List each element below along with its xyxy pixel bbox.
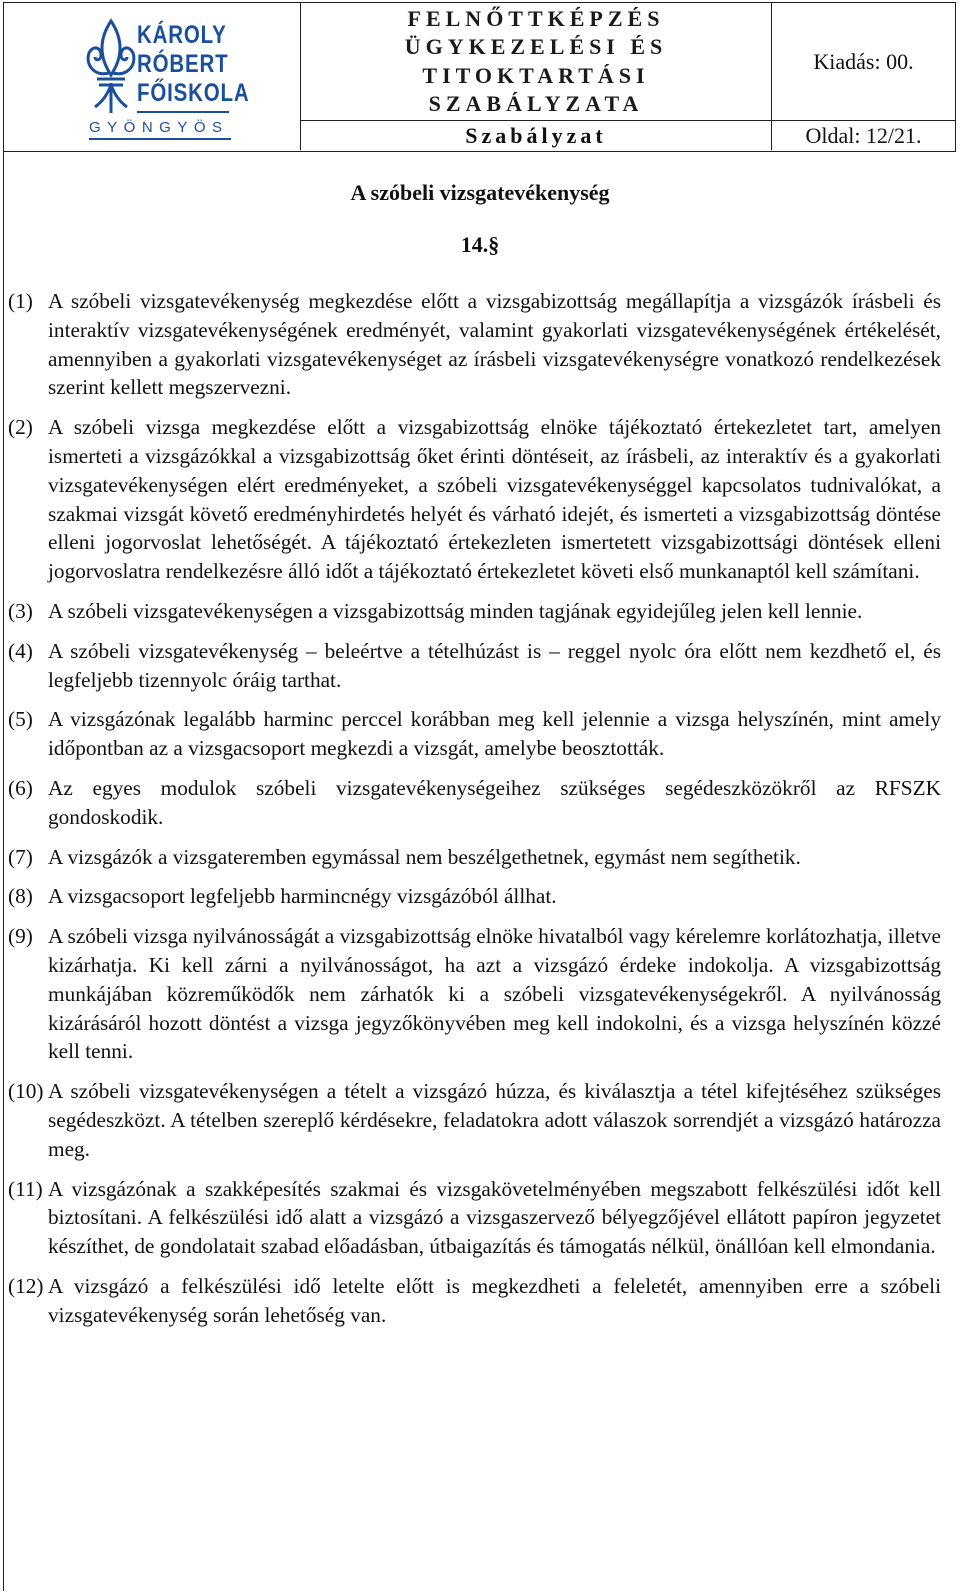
item-text: A szóbeli vizsgatevékenység megkezdése előtt a vizsgabizottság megállapítja a vizsgázók írásbeli és interaktív vizsgatevékenységének eredményét, valamint gyakorlati vizsgatevékenységének értékelését, amennyiben a gyakorlati vizsgatevékenységet az írásbeli vizsgatevékenységre vonatkozó rendelkezések szerint kellett megszervezni. <box>48 289 941 400</box>
logo-name-text: KÁROLY RÓBERT FŐISKOLA <box>137 21 250 107</box>
list-item <box>8 287 941 402</box>
list-item <box>8 1077 941 1163</box>
logo-divider <box>137 111 229 113</box>
page-number: Oldal: 12/21. <box>805 122 922 148</box>
edition-cell <box>772 3 955 121</box>
document-type: Szabályzat <box>465 122 607 148</box>
item-text: A vizsgacsoport legfeljebb harmincnégy vizsgázóból állhat. <box>48 884 557 909</box>
list-item <box>8 1272 941 1330</box>
document-type-cell <box>301 121 772 150</box>
item-number: (8) <box>8 884 33 909</box>
item-text: A szóbeli vizsga megkezdése előtt a vizsgabizottság elnöke tájékoztató értekezletet tart, amelyen ismerteti a vizsgázókkal a vizsgabizottság őket érinti döntéseit, az írásbeli, az interaktív és a gyakorlati vizsgatevékenységen elért eredményeket, a szóbeli vizsgatevékenységgel kapcsolatos tudnivalókat, a szakmai vizsgát követő eredményhirdetés helyét és várható idejét, és ismerteti a vizsgabizottság döntése elleni jogorvoslat lehetőségét. A tájékoztató értekezleten ismertetett vizsgabizottsági döntések elleni jogorvoslatra rendelkezésre álló időt a tájékoztató értekezletet követi első munkanaptól kell számítani. <box>48 415 941 584</box>
item-text: A vizsgázók a vizsgateremben egymással nem beszélgethetnek, egymást nem segíthetik. <box>48 844 801 869</box>
item-text: A szóbeli vizsga nyilvánosságát a vizsgabizottság elnöke hivatalból vagy kérelemre korlátozhatja, illetve kizárhatja. Ki kell zárni a nyilvánosságot, ha azt a vizsgázó érdeke indokolja. A vizsgabizottság munkájában közreműködők nem zárhatók ki a szóbeli vizsgatevékenységekről. A nyilvánosság kizárásáról hozott döntést a vizsga jegyzőkönyvében meg kell indokolni, és a vizsga helyszínén közzé kell tenni. <box>48 924 941 1064</box>
item-number: (3) <box>8 598 33 623</box>
list-item <box>8 882 941 911</box>
item-number: (5) <box>8 707 33 732</box>
item-number: (4) <box>8 638 33 663</box>
list-item <box>8 705 941 763</box>
item-number: (9) <box>8 924 33 949</box>
section-title: A szóbeli vizsgatevékenység <box>350 180 610 205</box>
provision-list <box>8 287 941 1341</box>
document-title: FELNŐTTKÉPZÉS ÜGYKEZELÉSI ÉS TITOKTARTÁSI SZABÁLYZATA <box>404 5 668 116</box>
item-text: A vizsgázónak legalább harminc perccel korábban meg kell jelennie a vizsga helyszínén, mint amely időpontban az a vizsgacsoport megkezdi a vizsgát, amelybe beosztották. <box>48 707 941 761</box>
item-number: (7) <box>8 844 33 869</box>
fleur-de-lis-icon <box>81 17 141 117</box>
logo-city-text: GYÖNGYÖS <box>89 119 229 136</box>
list-item <box>8 597 941 626</box>
logo-underline <box>89 138 231 140</box>
list-item <box>8 774 941 832</box>
list-item <box>8 637 941 695</box>
list-item <box>8 843 941 872</box>
item-text: A vizsgázónak a szakképesítés szakmai és vizsgakövetelményében megszabott felkészülési időt kell biztosítani. A felkészülési idő alatt a vizsgázó a vizsgaszervező bélyegzőjével ellátott papíron jegyzetet készíthet, de gondolatait szabad előadásban, útbaigazítás és támogatás nélkül, önállóan kell elmondania. <box>48 1176 941 1259</box>
document-title-cell <box>301 3 772 121</box>
institution-logo <box>79 15 250 140</box>
list-item <box>8 413 941 586</box>
document-header <box>3 2 956 152</box>
item-text: A szóbeli vizsgatevékenységen a tételt a vizsgázó húzza, és kiválasztja a tétel kifejtéséhez szükséges segédeszközt. A tételben szereplő kérdésekre, feladatokra adott válaszok sorrendjét a vizsgázó határozza meg. <box>48 1079 941 1161</box>
item-number: (10) <box>8 1079 44 1104</box>
item-number: (11) <box>8 1176 43 1201</box>
item-text: A szóbeli vizsgatevékenységen a vizsgabizottság minden tagjának egyidejűleg jelen kell lennie. <box>48 598 863 623</box>
item-number: (12) <box>8 1273 44 1298</box>
page-number-cell <box>772 121 955 150</box>
item-number: (1) <box>8 289 33 313</box>
item-number: (2) <box>8 415 33 440</box>
paragraph-number: 14.§ <box>460 232 500 257</box>
list-item <box>8 1175 941 1261</box>
item-number: (6) <box>8 775 33 800</box>
edition-label: Kiadás: 00. <box>813 48 914 74</box>
item-text: A vizsgázó a felkészülési idő letelte előtt is megkezdheti a feleletét, amennyiben erre a szóbeli vizsgatevékenység során lehetőség van. <box>48 1273 941 1327</box>
logo-cell <box>4 3 301 150</box>
list-item <box>8 922 941 1066</box>
item-text: Az egyes modulok szóbeli vizsgatevékenységeihez szükséges segédeszközökről az RFSZK gondoskodik. <box>48 775 941 829</box>
item-text: A szóbeli vizsgatevékenység – beleértve a tételhúzást is – reggel nyolc óra előtt nem kezdhető el, és legfeljebb tizennyolc óráig tarthat. <box>48 638 941 692</box>
